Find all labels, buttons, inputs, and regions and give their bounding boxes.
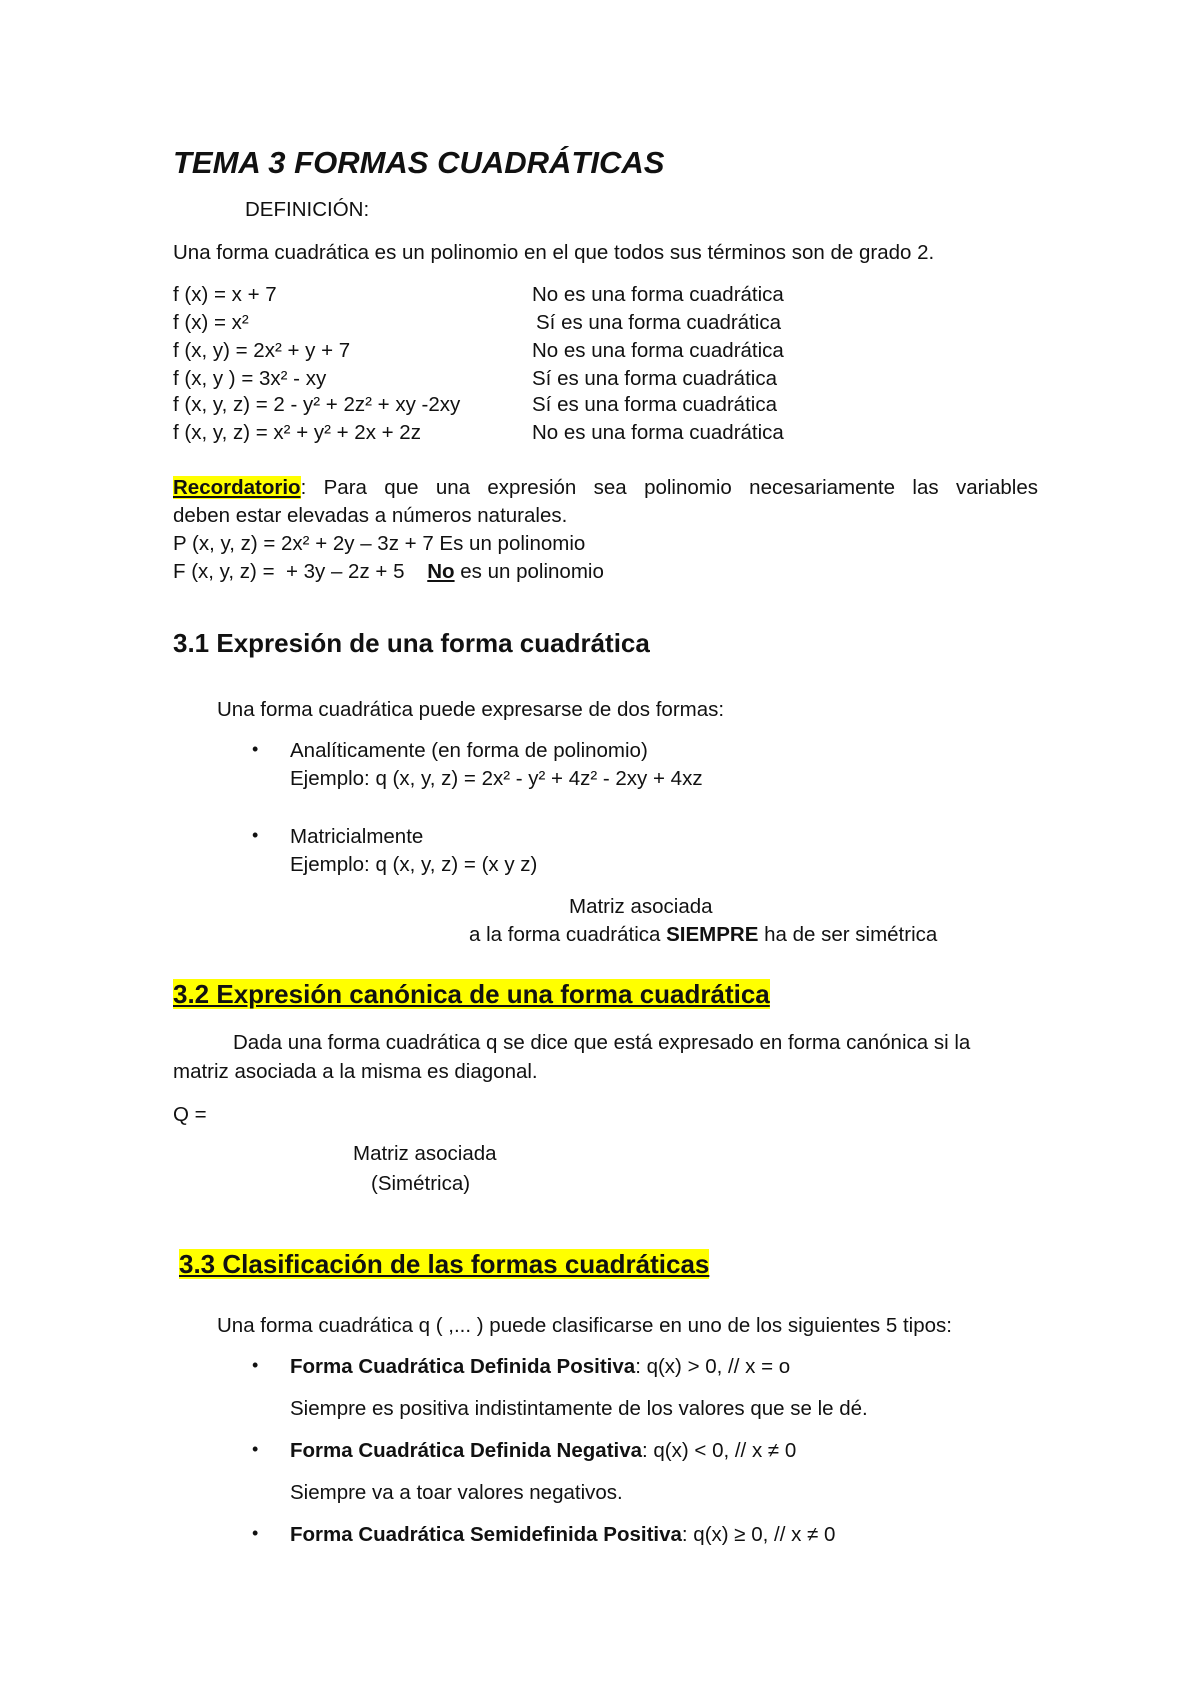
classification-name: Forma Cuadrática Definida Negativa <box>290 1439 643 1462</box>
analytic-title: Analíticamente (en forma de polinomio) <box>290 739 648 762</box>
example-verdict: Sí es una forma cuadrática <box>536 311 781 334</box>
example-verdict: Sí es una forma cuadrática <box>532 393 777 416</box>
section-3-3-intro: Una forma cuadrática q ( ,... ) puede clasificarse en uno de los siguientes 5 tipos: <box>217 1314 952 1337</box>
reminder-line-2: deben estar elevadas a números naturales. <box>173 504 568 527</box>
page-title: TEMA 3 FORMAS CUADRÁTICAS <box>173 145 665 180</box>
section-3-2-heading <box>173 977 770 1011</box>
matrix-label: Matriz asociada <box>353 1142 497 1165</box>
analytic-example: Ejemplo: q (x, y, z) = 2x² - y² + 4z² - 2xy + 4xz <box>290 767 703 790</box>
section-3-1-intro: Una forma cuadrática puede expresarse de dos formas: <box>217 698 725 721</box>
section-3-1-heading: 3.1 Expresión de una forma cuadrática <box>173 628 650 658</box>
non-polynomial-example <box>173 559 604 585</box>
example-expr: f (x) = x + 7 <box>173 283 277 306</box>
section-3-3-heading-text: 3.3 Clasificación de las formas cuadráticas <box>179 1249 710 1279</box>
reminder-text: : Para que una expresión sea polinomio necesariamente las variables <box>300 476 1038 499</box>
matrix-sub: (Simétrica) <box>371 1172 471 1195</box>
classification-name: Forma Cuadrática Semidefinida Positiva <box>290 1523 682 1546</box>
classification-desc: Siempre va a toar valores negativos. <box>290 1481 623 1504</box>
reminder-line-1 <box>173 475 1038 501</box>
non-polynomial-verdict: es un polinomio <box>454 560 604 583</box>
classification-condition: : q(x) > 0, // x = o <box>635 1355 791 1378</box>
matrix-title: Matricialmente <box>290 825 424 848</box>
bullet-icon: • <box>252 825 259 845</box>
bullet-icon: • <box>252 1523 259 1543</box>
classification-desc: Siempre es positiva indistintamente de los valores que se le dé. <box>290 1397 868 1420</box>
classification-item <box>290 1438 796 1464</box>
non-polynomial-expr: F (x, y, z) = + 3y – 2z + 5 <box>173 560 428 583</box>
classification-name: Forma Cuadrática Definida Positiva <box>290 1355 636 1378</box>
matrix-note-2 <box>469 922 937 948</box>
bullet-icon: • <box>252 739 259 759</box>
bullet-icon: • <box>252 1439 259 1459</box>
example-verdict: No es una forma cuadrática <box>532 421 784 444</box>
example-expr: f (x, y, z) = 2 - y² + 2z² + xy -2xy <box>173 393 461 416</box>
bullet-icon: • <box>252 1355 259 1375</box>
reminder-label: Recordatorio <box>173 476 301 499</box>
example-verdict: No es una forma cuadrática <box>532 283 784 306</box>
example-expr: f (x, y, z) = x² + y² + 2x + 2z <box>173 421 421 444</box>
matrix-note-1: Matriz asociada <box>569 895 713 918</box>
section-3-3-heading <box>179 1247 709 1281</box>
section-3-2-para-2: matriz asociada a la misma es diagonal. <box>173 1060 538 1083</box>
matrix-note-end: ha de ser simétrica <box>758 923 938 946</box>
polynomial-example: P (x, y, z) = 2x² + 2y – 3z + 7 Es un polinomio <box>173 532 586 555</box>
example-expr: f (x, y) = 2x² + y + 7 <box>173 339 351 362</box>
matrix-example: Ejemplo: q (x, y, z) = (x y z) <box>290 853 538 876</box>
siempre-emphasis: SIEMPRE <box>666 923 759 946</box>
classification-condition: : q(x) < 0, // x ≠ 0 <box>642 1439 797 1462</box>
no-emphasis: No <box>427 560 455 583</box>
classification-item <box>290 1522 835 1548</box>
example-verdict: Sí es una forma cuadrática <box>532 367 777 390</box>
definition-heading: DEFINICIÓN: <box>245 198 370 221</box>
section-3-2-para-1: Dada una forma cuadrática q se dice que está expresado en forma canónica si la <box>233 1031 971 1054</box>
q-equation: Q = <box>173 1103 207 1126</box>
matrix-note-text: a la forma cuadrática <box>469 923 667 946</box>
classification-item <box>290 1354 790 1380</box>
classification-condition: : q(x) ≥ 0, // x ≠ 0 <box>681 1523 836 1546</box>
section-3-2-heading-text: 3.2 Expresión canónica de una forma cuadrática <box>173 979 770 1009</box>
example-expr: f (x, y ) = 3x² - xy <box>173 367 327 390</box>
example-verdict: No es una forma cuadrática <box>532 339 784 362</box>
example-expr: f (x) = x² <box>173 311 249 334</box>
definition-text: Una forma cuadrática es un polinomio en el que todos sus términos son de grado 2. <box>173 241 935 264</box>
